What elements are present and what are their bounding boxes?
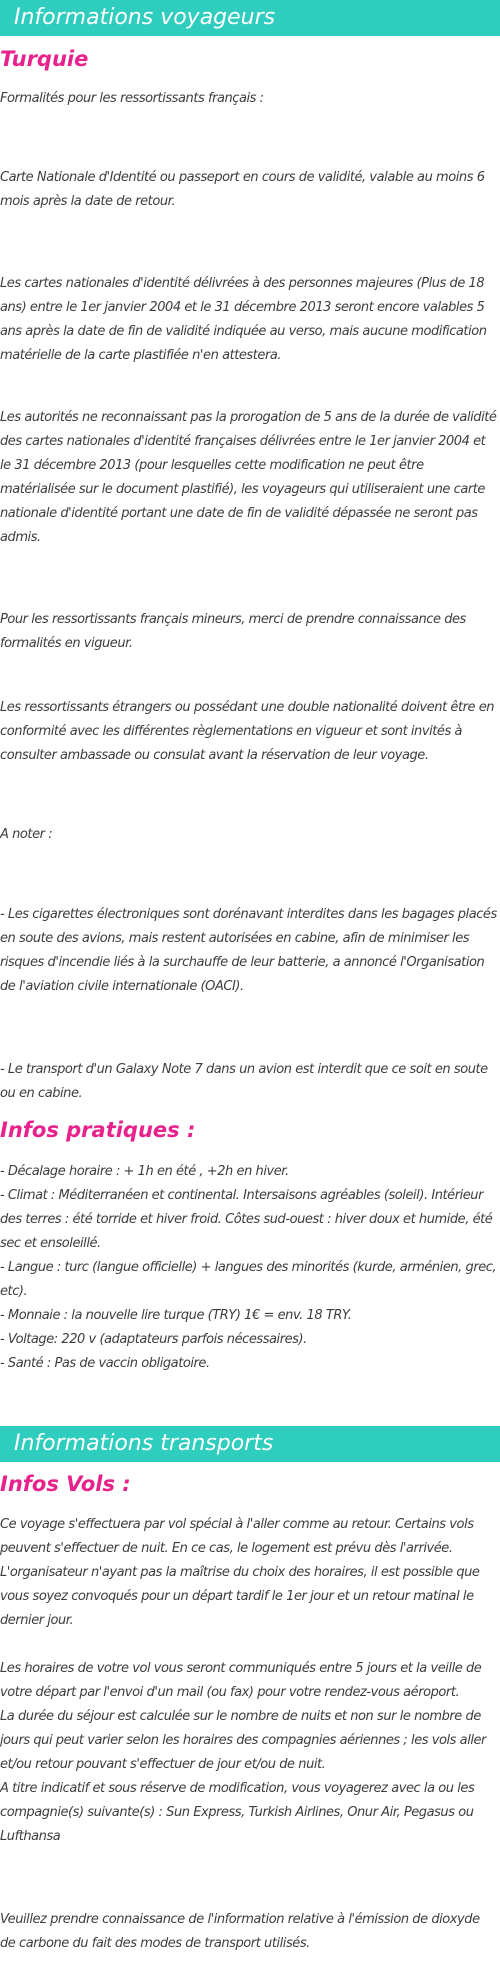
- compagnies-paragraph: A titre indicatif et sous réserve de modification, vous voyagerez avec la ou les compagnie(s) suivante(s) : Sun Express, Turkish Airlines, Onur Air, Pegasus ou Lufthansa: [0, 1781, 475, 1844]
- prorogation-paragraph: Les autorités ne reconnaissant pas la prorogation de 5 ans de la durée de validité des cartes nationales d'identité françaises délivrées entre le 1er janvier 2004 et le 31 décembre 2013 (pour lesquelles cette modification ne peut être matérialisée sur le document plastifié), les voyageurs qui utiliseraient une carte nationale d'identité portant une date de fin de validité dépassée ne seront pas admis.: [0, 410, 497, 545]
- co2-paragraph: Veuillez prendre connaissance de l'information relative à l'émission de dioxyde de carbone du fait des modes de transport utilisés.: [0, 1912, 480, 1951]
- sante-item: - Santé : Pas de vaccin obligatoire.: [0, 1356, 210, 1371]
- formalites-intro: Formalités pour les ressortissants français :: [0, 91, 264, 106]
- duree-paragraph: La durée du séjour est calculée sur le nombre de nuits et non sur le nombre de jours qui peut varier selon les horaires des compagnies aériennes ; les vols aller et/ou retour pouvant s'effectuer de jour et/ou de nuit.: [0, 1709, 486, 1772]
- mineurs-paragraph: Pour les ressortissants français mineurs, merci de prendre connaissance des formalités en vigueur.: [0, 612, 466, 651]
- cigarettes-paragraph: - Les cigarettes électroniques sont dorénavant interdites dans les bagages placés en soute des avions, mais restent autorisées en cabine, afin de minimiser les risques d'incendie liés à la surchauffe de leur batterie, a annoncé l'Organisation de l'aviation civile internationale (OACI).: [0, 907, 497, 994]
- a-noter-label: A noter :: [0, 827, 53, 842]
- vol-special-paragraph: Ce voyage s'effectuera par vol spécial à l'aller comme au retour. Certains vols peuvent s'effectuer de nuit. En ce cas, le logement est prévu dès l'arrivée. L'organisateur n'ayant pas la maîtrise du choix des horaires, il est possible que vous soyez convoqués pour un départ tardif le 1er jour et un retour matinal le dernier jour.: [0, 1517, 480, 1628]
- etrangers-paragraph: Les ressortissants étrangers ou possédant une double nationalité doivent être en conformité avec les différentes règlementations en vigueur et sont invités à consulter ambassade ou consulat avant la réservation de leur voyage.: [0, 700, 495, 763]
- voltage-item: - Voltage: 220 v (adaptateurs parfois nécessaires).: [0, 1332, 307, 1347]
- langue-item: - Langue : turc (langue officielle) + langues des minorités (kurde, arménien, grec, etc).: [0, 1260, 497, 1299]
- infos-pratiques-heading: Infos pratiques :: [0, 1118, 196, 1142]
- infos-vols-heading: Infos Vols :: [0, 1472, 131, 1496]
- decalage-item: - Décalage horaire : + 1h en été , +2h en hiver.: [0, 1164, 289, 1179]
- galaxy-paragraph: - Le transport d'un Galaxy Note 7 dans un avion est interdit que ce soit en soute ou en cabine.: [0, 1062, 488, 1101]
- horaires-block: [0, 1657, 498, 1849]
- horaires-paragraph: Les horaires de votre vol vous seront communiqués entre 5 jours et la veille de votre départ par l'envoi d'un mail (ou fax) pour votre rendez-vous aéroport.: [0, 1661, 482, 1700]
- cni-majeurs-paragraph: Les cartes nationales d'identité délivrées à des personnes majeures (Plus de 18 ans) entre le 1er janvier 2004 et le 31 décembre 2013 seront encore valables 5 ans après la date de fin de validité indiquée au verso, mais aucune modification matérielle de la carte plastifiée n'en attestera.: [0, 276, 487, 363]
- country-heading: Turquie: [0, 47, 89, 71]
- climat-item: - Climat : Méditerranéen et continental. Intersaisons agréables (soleil). Intérieur des terres : été torride et hiver froid. Côtes sud-ouest : hiver doux et humide, été sec et ensoleillé.: [0, 1188, 493, 1251]
- monnaie-item: - Monnaie : la nouvelle lire turque (TRY) 1€ = env. 18 TRY.: [0, 1308, 352, 1323]
- infos-pratiques-list: [0, 1160, 498, 1376]
- cni-paragraph: Carte Nationale d'Identité ou passeport en cours de validité, valable au moins 6 mois après la date de retour.: [0, 170, 485, 209]
- section-banner-voyageurs: Informations voyageurs: [0, 0, 500, 36]
- section-banner-transports: Informations transports: [0, 1426, 500, 1462]
